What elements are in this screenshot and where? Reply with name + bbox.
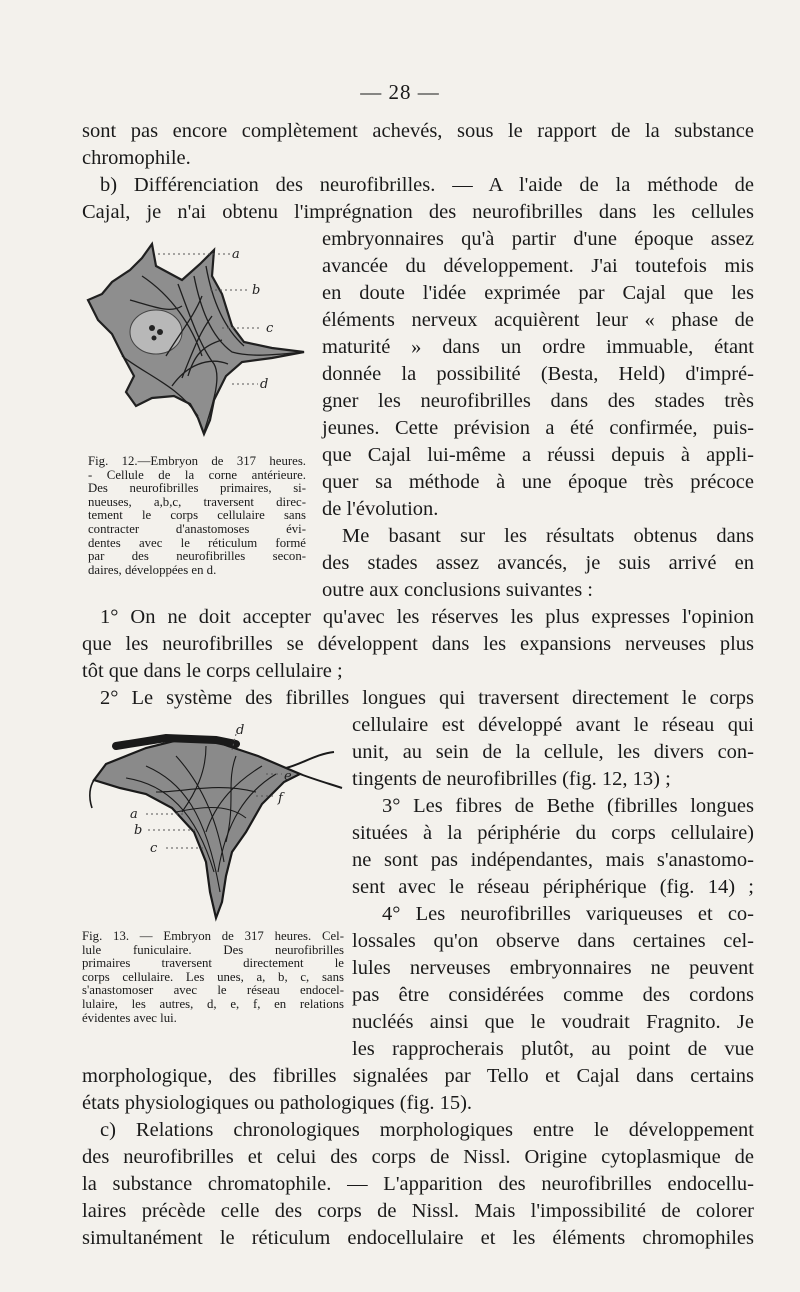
fig13-label-e: e (284, 769, 292, 784)
fig13-label-b: b (134, 823, 143, 838)
text-line: des neurofibrilles et celui des corps de Nissl. Origine cytoplasmique de (82, 1146, 754, 1168)
text-line: c) Relations chronologiques morphologiques entre le développement (100, 1119, 754, 1141)
text-line: tingents de neurofibrilles (fig. 12, 13) ; (352, 768, 671, 790)
nucleus-fig12 (130, 310, 182, 354)
fig13-label-c: c (150, 841, 158, 856)
neuron-body-fig12 (88, 244, 304, 434)
fig12-label-b: b (252, 283, 261, 298)
text-line: pas être considérées comme des cordons (352, 984, 754, 1006)
page-number: — 28 — (360, 80, 440, 104)
text-line: donnée la possibilité (Besta, Held) d'impré- (322, 363, 754, 385)
fig13-label-f: f (278, 791, 283, 806)
text-line: situées à la périphérie du corps cellulaire) (352, 822, 754, 844)
text-line: avancée du développement. J'ai toutefois mis (322, 255, 754, 277)
caption-line: - Cellule de la corne antérieure. (88, 467, 306, 482)
text-line: sent avec le réseau périphérique (fig. 14) ; (352, 876, 754, 898)
caption-line: daires, développées en d. (88, 562, 217, 577)
text-line: nucléés ainsi que le voudrait Fragnito. Je (352, 1011, 754, 1033)
caption-line: Fig. 12.—Embryon de 317 heures. (88, 454, 306, 468)
text-line: 1° On ne doit accepter qu'avec les réserves les plus expresses l'opinion (100, 606, 754, 628)
text-line: la substance chromatophile. — L'apparition des neurofibrilles endocellu- (82, 1173, 754, 1195)
caption-line: par des neurofibrilles secon- (88, 549, 306, 564)
text-line: Cajal, je n'ai obtenu l'imprégnation des neurofibrilles dans les cellules (82, 201, 754, 223)
text-line: simultanément le réticulum endocellulaire et les éléments chromophiles (82, 1227, 754, 1249)
figure-12 (82, 236, 314, 456)
text-line: des stades assez avancés, je suis arrivé en (322, 552, 754, 574)
text-line: laires précède celle des corps de Nissl. Mais l'impossibilité de colorer (82, 1200, 754, 1222)
text-line: unit, au sein de la cellule, les divers con- (352, 741, 754, 763)
text-line: 3° Les fibres de Bethe (fibrilles longues (382, 795, 754, 817)
fig13-label-a: a (130, 807, 138, 822)
fig13-label-d: d (236, 723, 245, 738)
text-line: états physiologiques ou pathologiques (fig. 15). (82, 1092, 473, 1114)
text-line: gner les neurofibrilles dans des stades très (322, 390, 754, 412)
figure-13 (86, 722, 348, 922)
text-line: ne sont pas indépendantes, mais s'anastomo- (352, 849, 754, 871)
text-line: jeunes. Cette prévision a été confirmée, puis- (322, 417, 754, 439)
caption-line: lulaire, les autres, d, e, f, en relations (82, 997, 344, 1011)
caption-line: Fig. 13. — Embryon de 317 heures. Cel- (82, 929, 344, 943)
caption-line: dentes avec le réticulum formé (88, 535, 306, 550)
text-line: outre aux conclusions suivantes : (322, 579, 594, 601)
caption-line: contracter d'anastomoses évi- (88, 522, 306, 536)
text-line: b) Différenciation des neurofibrilles. — A l'aide de la méthode de (100, 174, 754, 196)
caption-line: Des neurofibrilles primaires, si- (88, 481, 306, 496)
caption-line: corps cellulaire. Les unes, a, b, c, sans (82, 969, 344, 984)
text-line: tôt que dans le corps cellulaire ; (82, 660, 343, 682)
caption-line: nueuses, a,b,c, traversent direc- (88, 494, 306, 509)
caption-line: s'anastomoser avec le réseau endocel- (82, 983, 344, 998)
text-line: chromophile. (82, 147, 191, 169)
fig12-label-a: a (232, 247, 240, 262)
text-line: en doute l'idée exprimée par Cajal que les (322, 282, 754, 304)
caption-line: primaires traversent directement le (82, 956, 344, 971)
text-line: que les neurofibrilles se développent dans les expansions nerveuses plus (82, 633, 754, 655)
caption-line: lule funiculaire. Des neurofibrilles (82, 942, 344, 957)
text-line: sont pas encore complètement achevés, sous le rapport de la substance (82, 120, 754, 142)
caption-line: évidentes avec lui. (82, 1010, 177, 1025)
text-line: de l'évolution. (322, 498, 439, 520)
text-line: que Cajal lui-même a réussi depuis à appli- (322, 444, 754, 466)
text-line: 2° Le système des fibrilles longues qui traversent directement le corps (100, 687, 754, 709)
neuron-body-fig13 (94, 738, 300, 918)
text-line: maturité » dans un ordre immuable, étant (322, 336, 754, 358)
text-line: cellulaire est développé avant le réseau qui (352, 714, 754, 736)
text-line: éléments nerveux acquièrent leur « phase de (322, 309, 754, 331)
text-line: les rapprocherais plutôt, au point de vue (352, 1038, 754, 1060)
text-line: morphologique, des fibrilles signalées par Tello et Cajal dans certains (82, 1065, 754, 1087)
fig12-label-d: d (260, 377, 269, 392)
text-line: 4° Les neurofibrilles variqueuses et co- (382, 903, 754, 925)
caption-line: tement le corps cellulaire sans (88, 508, 306, 523)
text-line: lossales qu'on observe dans certaines cel- (352, 930, 754, 952)
text-line: quer sa méthode à une époque très précoce (322, 471, 754, 493)
text-line: embryonnaires qu'à partir d'une époque assez (322, 228, 754, 250)
fig12-label-c: c (266, 321, 274, 336)
text-line: Me basant sur les résultats obtenus dans (342, 525, 754, 547)
text-line: lules nerveuses embryonnaires ne peuvent (352, 957, 754, 979)
